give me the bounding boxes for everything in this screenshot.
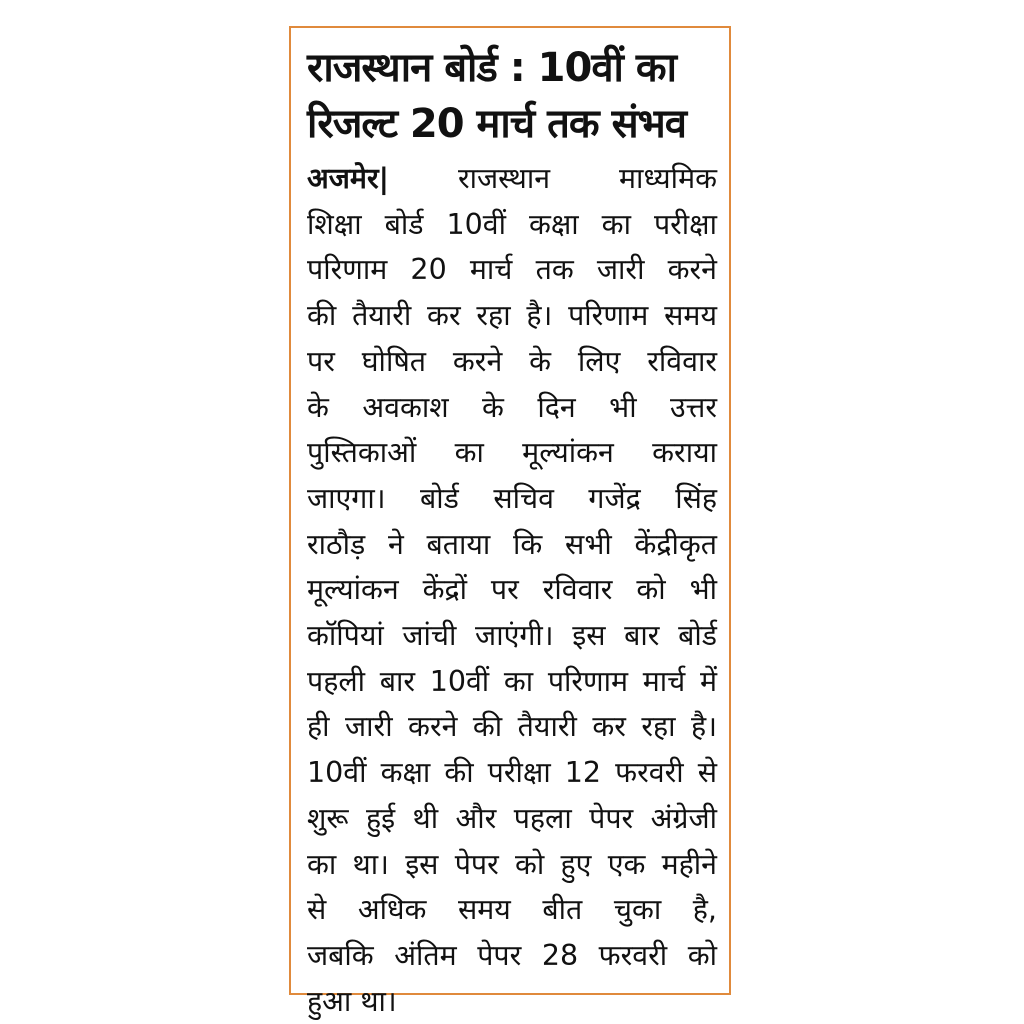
body-line: कॉपियां जांची जाएंगी। इस बार बोर्ड xyxy=(307,619,717,653)
body-line: परिणाम 20 मार्च तक जारी करने xyxy=(307,253,717,287)
news-clipping xyxy=(289,26,731,1018)
dateline: अजमेर| xyxy=(307,162,390,195)
body-line-text: राजस्थान माध्यमिक xyxy=(457,162,717,195)
body-line: ही जारी करने की तैयारी कर रहा है। xyxy=(307,710,717,744)
body-line: शिक्षा बोर्ड 10वीं कक्षा का परीक्षा xyxy=(307,207,717,241)
body-line: शुरू हुई थी और पहला पेपर अंग्रेजी xyxy=(307,801,717,835)
body-line: 10वीं कक्षा की परीक्षा 12 फरवरी से xyxy=(307,756,717,790)
body-line: पहली बार 10वीं का परिणाम मार्च में xyxy=(307,664,717,698)
body-line: पर घोषित करने के लिए रविवार xyxy=(307,344,717,378)
body-line: से अधिक समय बीत चुका है, xyxy=(307,893,717,927)
body-line: जबकि अंतिम पेपर 28 फरवरी को xyxy=(307,938,717,972)
body-line: की तैयारी कर रहा है। परिणाम समय xyxy=(307,299,717,333)
body-line: के अवकाश के दिन भी उत्तर xyxy=(307,390,717,424)
body-line: राठौड़ ने बताया कि सभी केंद्रीकृत xyxy=(307,527,717,561)
headline xyxy=(307,40,717,152)
body-line: हुआ था। xyxy=(307,984,397,1018)
body-line: पुस्तिकाओं का मूल्यांकन कराया xyxy=(307,436,717,470)
headline-line: राजस्थान बोर्ड : 10वीं का xyxy=(307,45,676,91)
body-line: का था। इस पेपर को हुए एक महीने xyxy=(307,847,717,881)
headline-line: रिजल्ट 20 मार्च तक संभव xyxy=(307,101,686,147)
body-line: मूल्यांकन केंद्रों पर रविवार को भी xyxy=(307,573,717,607)
article-body xyxy=(307,156,717,1024)
body-line: जाएगा। बोर्ड सचिव गजेंद्र सिंह xyxy=(307,481,717,515)
body-line xyxy=(307,156,717,202)
